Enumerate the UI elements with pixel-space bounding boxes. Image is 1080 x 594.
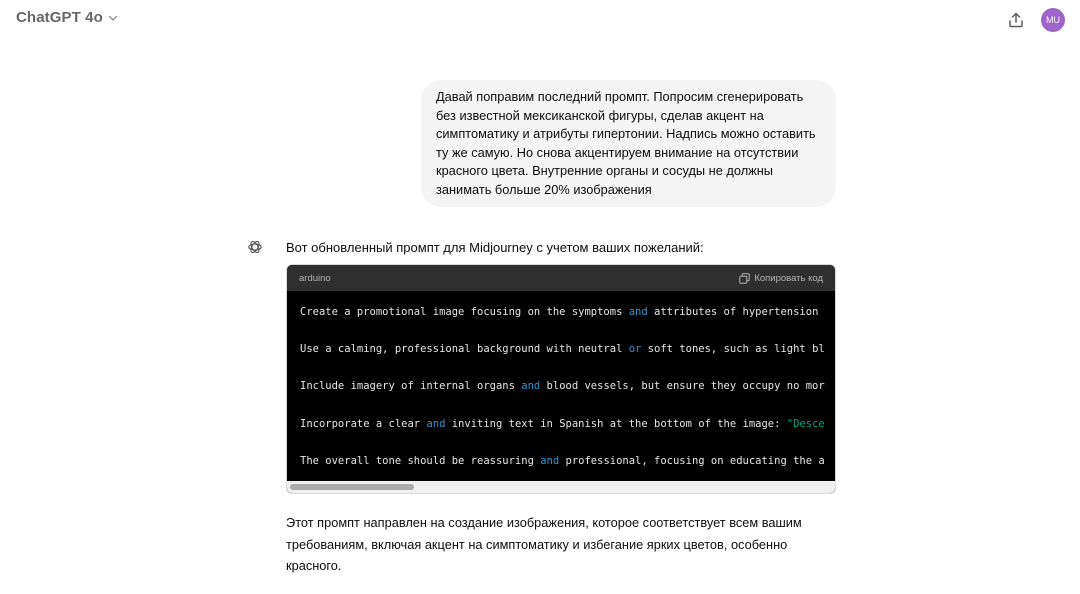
code-token: The overall tone should be reassuring [300, 454, 541, 467]
code-token: or [628, 343, 642, 356]
code-token: and [426, 417, 446, 430]
code-token: attributes of hypertension [647, 306, 819, 318]
code-token: blood vessels, but ensure they occupy no mor [540, 380, 825, 393]
chatgpt-logo-icon [247, 239, 263, 255]
horizontal-scrollbar[interactable] [287, 481, 835, 493]
user-message-text: Давай поправим последний промпт. Попросим сгенерировать без известной мексиканской фигуры, сделав акцент на симптоматику и атрибуты гипертонии. Надпись можно оставить ту же самую. Но снова акцентируем внимание на отсутствии красного цвета. Внутренние органы и сосуды не должны занимать больше 20% изображения [436, 89, 816, 197]
user-avatar[interactable]: MU [1041, 8, 1065, 32]
code-header [287, 265, 835, 291]
assistant-intro-text: Вот обновленный промпт для Midjourney с учетом ваших пожеланий: [286, 240, 704, 255]
code-block [286, 264, 836, 494]
copy-code-button[interactable] [739, 273, 823, 284]
code-token: professional, focusing on educating the a [559, 454, 825, 467]
model-title: ChatGPT 4o [16, 9, 103, 26]
code-line [300, 377, 835, 414]
code-token: soft tones, such as light bl [641, 343, 825, 356]
code-token: Use a calming, professional background with neutral [300, 343, 629, 356]
top-bar [0, 0, 1080, 40]
copy-code-label: Копировать код [754, 272, 823, 284]
code-token: and [521, 380, 541, 393]
code-token: Include imagery of internal organs [300, 380, 522, 393]
code-token: Create a promotional image focusing on the symptoms [300, 306, 629, 318]
share-button[interactable] [1005, 9, 1027, 31]
code-token: and [540, 454, 560, 467]
scrollbar-thumb[interactable] [290, 484, 414, 490]
code-token: "Desce [786, 417, 825, 430]
code-line [300, 415, 835, 452]
code-token: inviting text in Spanish at the bottom of the image: [445, 417, 787, 430]
user-message-bubble [421, 80, 836, 207]
share-icon [1007, 11, 1025, 29]
code-language-label: arduino [299, 272, 331, 284]
chevron-down-icon [107, 12, 119, 24]
code-token: Incorporate a clear [300, 417, 427, 430]
code-line [300, 303, 835, 340]
model-selector[interactable] [16, 9, 119, 26]
code-content [287, 291, 835, 493]
code-token: and [628, 306, 648, 318]
code-line [300, 340, 835, 377]
copy-icon [739, 273, 750, 284]
assistant-summary-text: Этот промпт направлен на создание изображения, которое соответствует всем вашим требованиям, включая акцент на симптоматику и избегание ярких цветов, особенно красного. [286, 515, 802, 573]
